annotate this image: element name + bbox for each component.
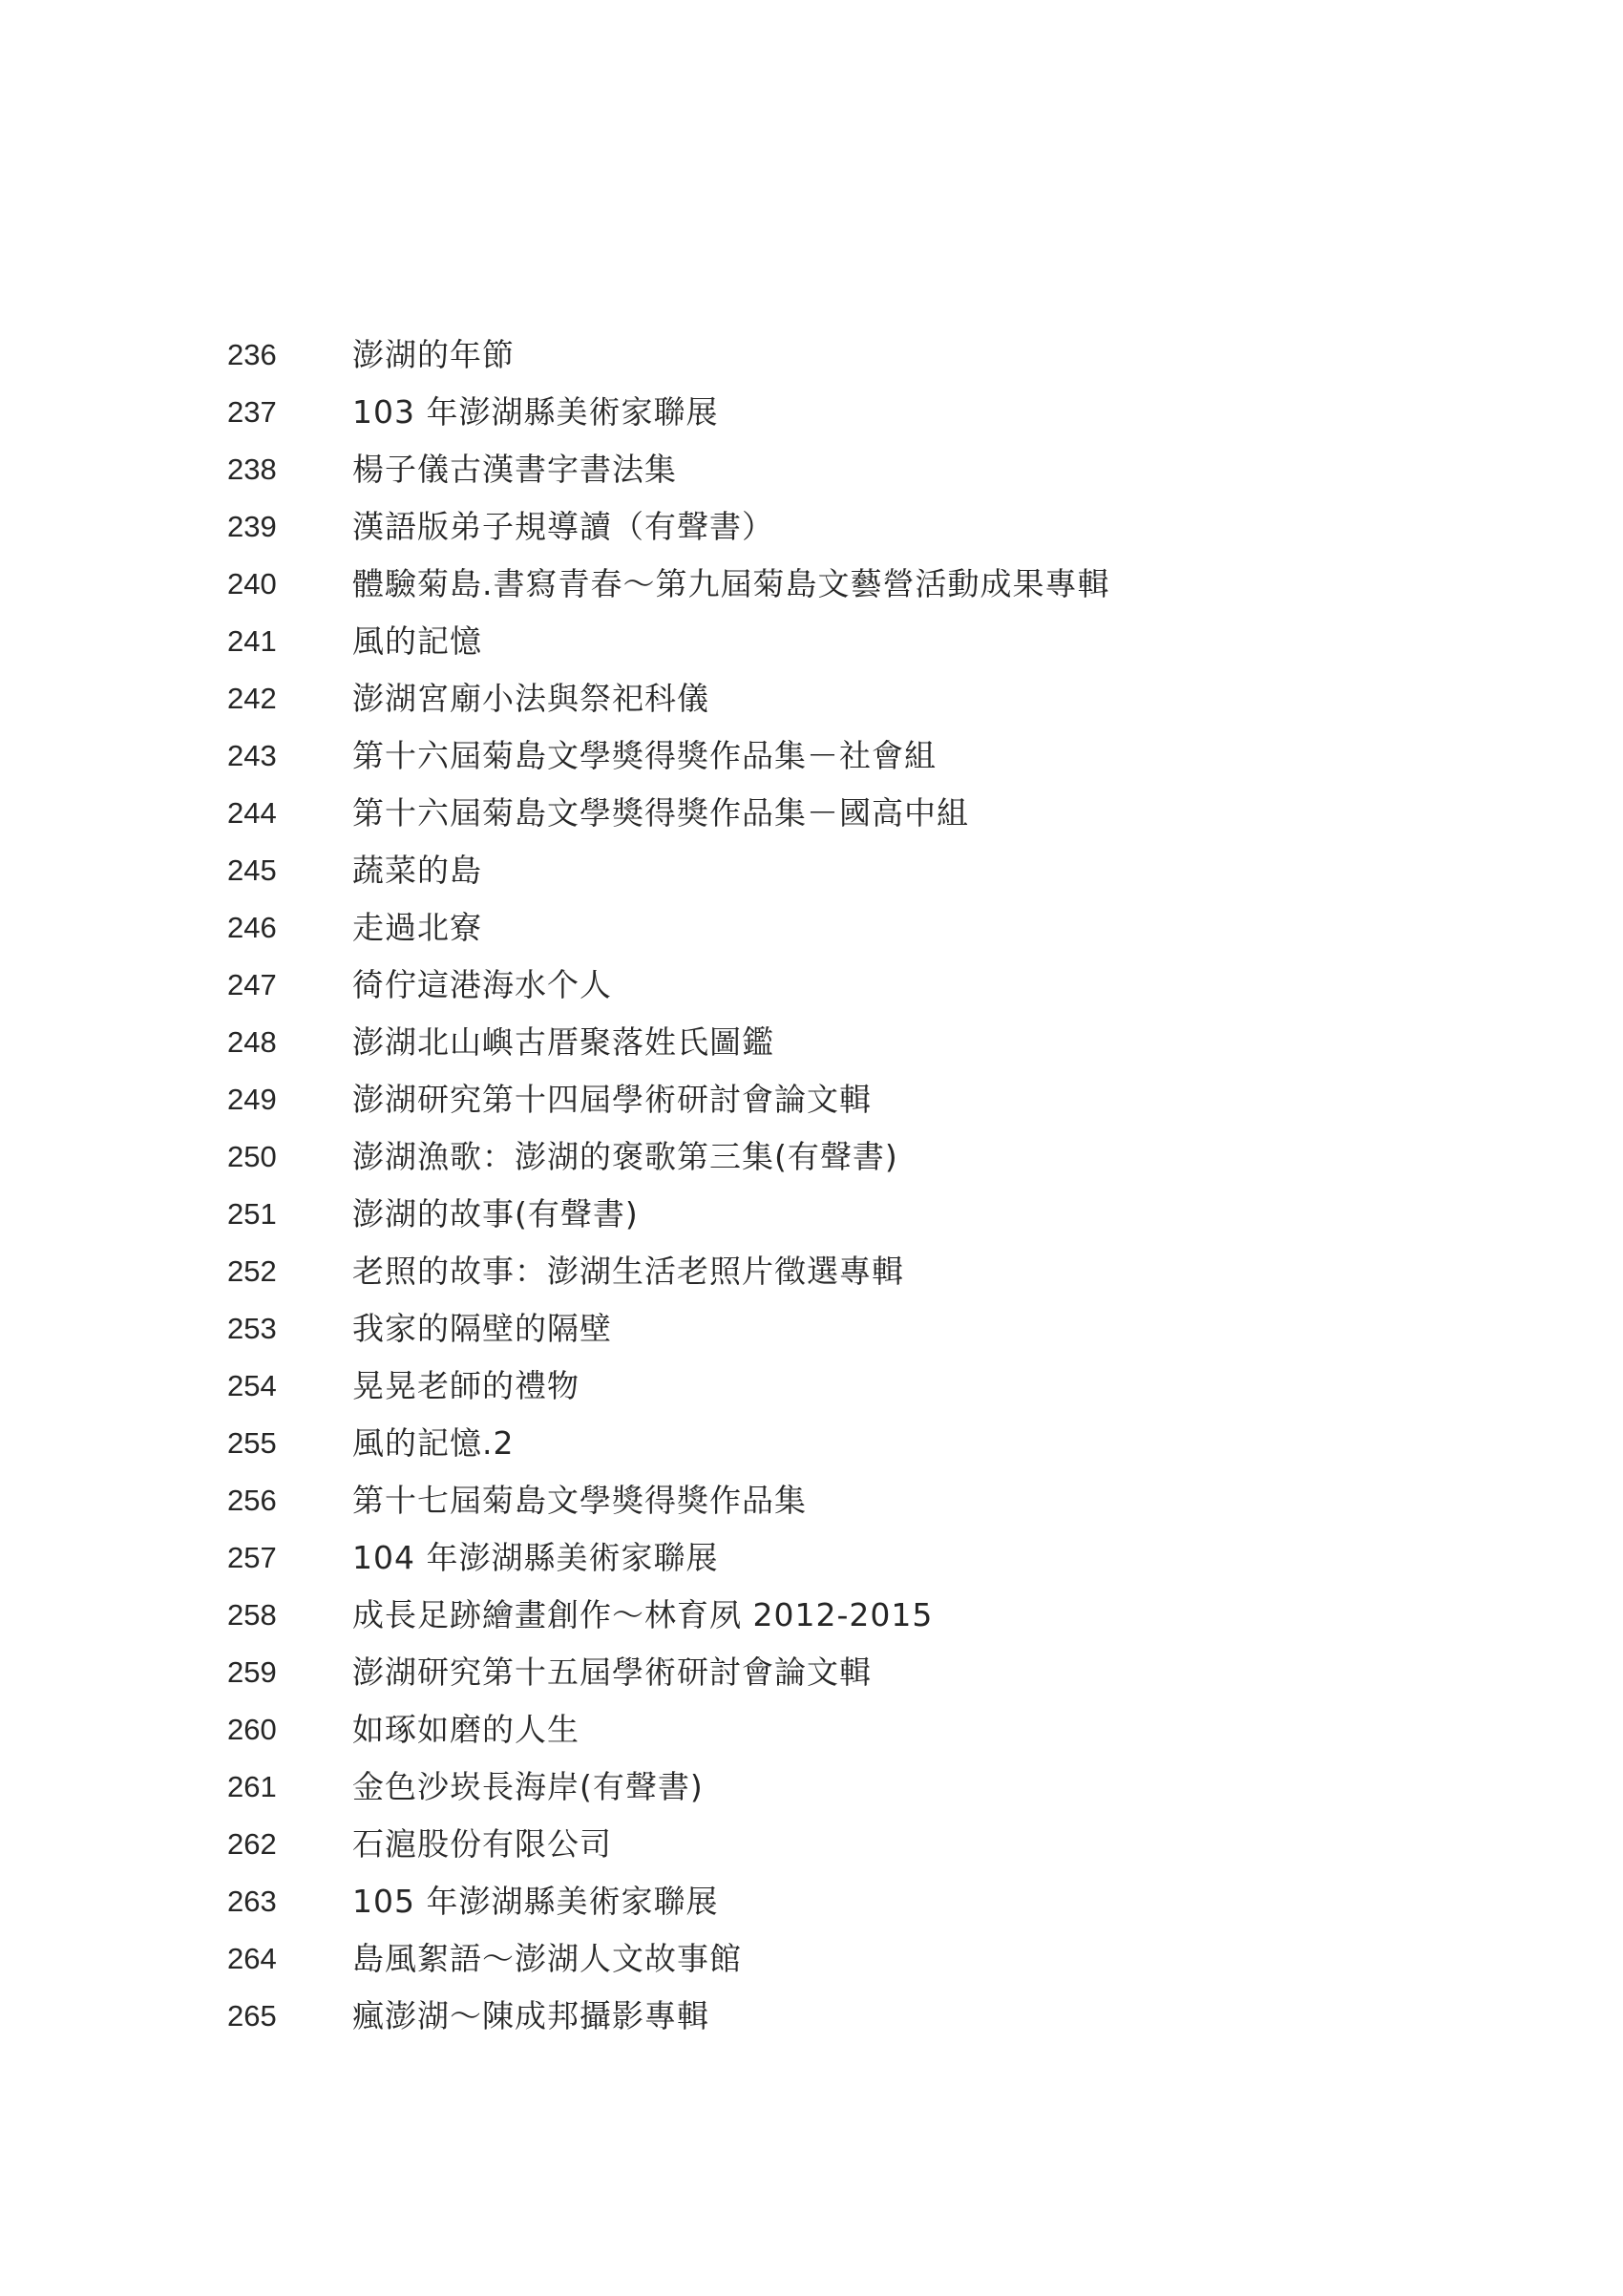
- entry-title: 體驗菊島.書寫青春～第九屆菊島文藝營活動成果專輯: [352, 565, 1110, 602]
- entry-number: 236: [227, 338, 277, 371]
- list-item: [0, 1415, 1623, 1472]
- entry-title: 蔬菜的島: [352, 852, 482, 889]
- entry-number: 256: [227, 1484, 277, 1517]
- entry-number: 255: [227, 1426, 277, 1460]
- entry-title: 風的記憶.2: [352, 1424, 515, 1462]
- entry-title: 金色沙崁長海岸(有聲書): [352, 1768, 704, 1805]
- entry-number: 253: [227, 1312, 277, 1345]
- publication-list: [0, 326, 1623, 2045]
- entry-number: 241: [227, 624, 277, 658]
- list-item: [0, 1014, 1623, 1071]
- list-item: [0, 613, 1623, 670]
- entry-title: 澎湖的故事(有聲書): [352, 1195, 639, 1232]
- entry-title: 澎湖研究第十五屆學術研討會論文輯: [352, 1654, 872, 1691]
- entry-number: 245: [227, 853, 277, 887]
- entry-title: 如琢如磨的人生: [352, 1711, 580, 1748]
- list-item: [0, 1300, 1623, 1358]
- entry-title: 風的記憶: [352, 622, 482, 660]
- entry-number: 263: [227, 1885, 277, 1918]
- entry-title: 澎湖的年節: [352, 336, 515, 373]
- entry-number: 248: [227, 1025, 277, 1059]
- list-item: [0, 842, 1623, 899]
- entry-title: 105 年澎湖縣美術家聯展: [352, 1883, 719, 1920]
- entry-number: 244: [227, 796, 277, 830]
- list-item: [0, 1701, 1623, 1759]
- entry-number: 260: [227, 1713, 277, 1746]
- entry-number: 246: [227, 911, 277, 944]
- list-item: [0, 1644, 1623, 1701]
- entry-title: 島風絮語～澎湖人文故事館: [352, 1940, 742, 1977]
- list-item: [0, 498, 1623, 556]
- entry-title: 第十七屆菊島文學獎得獎作品集: [352, 1482, 807, 1519]
- entry-number: 250: [227, 1140, 277, 1173]
- entry-number: 238: [227, 453, 277, 486]
- entry-number: 259: [227, 1655, 277, 1689]
- entry-number: 239: [227, 510, 277, 543]
- entry-number: 251: [227, 1197, 277, 1231]
- entry-title: 澎湖漁歌：澎湖的褒歌第三集(有聲書): [352, 1138, 898, 1175]
- entry-number: 249: [227, 1083, 277, 1116]
- entry-title: 石滬股份有限公司: [352, 1825, 612, 1863]
- list-item: [0, 670, 1623, 727]
- list-item: [0, 1873, 1623, 1930]
- entry-number: 254: [227, 1369, 277, 1402]
- list-item: [0, 1186, 1623, 1243]
- list-item: [0, 785, 1623, 842]
- list-item: [0, 1988, 1623, 2045]
- entry-title: 晃晃老師的禮物: [352, 1367, 580, 1404]
- entry-title: 老照的故事：澎湖生活老照片徵選專輯: [352, 1253, 904, 1290]
- entry-number: 243: [227, 739, 277, 772]
- list-item: [0, 1128, 1623, 1186]
- list-item: [0, 1930, 1623, 1988]
- list-item: [0, 1243, 1623, 1300]
- entry-number: 258: [227, 1598, 277, 1632]
- entry-title: 成長足跡繪畫創作～林育夙 2012-2015: [352, 1596, 934, 1633]
- list-item: [0, 1358, 1623, 1415]
- list-item: [0, 1587, 1623, 1644]
- list-item: [0, 441, 1623, 498]
- entry-title: 漢語版弟子規導讀（有聲書）: [352, 508, 774, 545]
- list-item: [0, 556, 1623, 613]
- entry-number: 240: [227, 567, 277, 600]
- entry-title: 104 年澎湖縣美術家聯展: [352, 1539, 719, 1576]
- entry-title: 走過北寮: [352, 909, 482, 946]
- entry-number: 257: [227, 1541, 277, 1574]
- entry-title: 第十六屆菊島文學獎得獎作品集－國高中組: [352, 794, 969, 832]
- entry-title: 澎湖研究第十四屆學術研討會論文輯: [352, 1081, 872, 1118]
- entry-title: 徛佇這港海水个人: [352, 966, 612, 1003]
- list-item: [0, 957, 1623, 1014]
- entry-title: 澎湖北山嶼古厝聚落姓氏圖鑑: [352, 1023, 774, 1061]
- list-item: [0, 727, 1623, 785]
- entry-title: 澎湖宮廟小法與祭祀科儀: [352, 680, 709, 717]
- list-item: [0, 1071, 1623, 1128]
- entry-number: 252: [227, 1254, 277, 1288]
- entry-title: 103 年澎湖縣美術家聯展: [352, 393, 719, 431]
- entry-number: 247: [227, 968, 277, 1001]
- list-item: [0, 899, 1623, 957]
- entry-title: 第十六屆菊島文學獎得獎作品集－社會組: [352, 737, 937, 774]
- list-item: [0, 326, 1623, 384]
- entry-title: 楊子儀古漢書字書法集: [352, 451, 677, 488]
- entry-title: 我家的隔壁的隔壁: [352, 1310, 612, 1347]
- entry-number: 262: [227, 1827, 277, 1861]
- entry-title: 瘋澎湖～陳成邦攝影專輯: [352, 1997, 709, 2034]
- list-item: [0, 1759, 1623, 1816]
- entry-number: 265: [227, 1999, 277, 2033]
- entry-number: 242: [227, 682, 277, 715]
- list-item: [0, 1816, 1623, 1873]
- entry-number: 261: [227, 1770, 277, 1803]
- list-item: [0, 1529, 1623, 1587]
- entry-number: 237: [227, 395, 277, 429]
- list-item: [0, 384, 1623, 441]
- list-item: [0, 1472, 1623, 1529]
- entry-number: 264: [227, 1942, 277, 1975]
